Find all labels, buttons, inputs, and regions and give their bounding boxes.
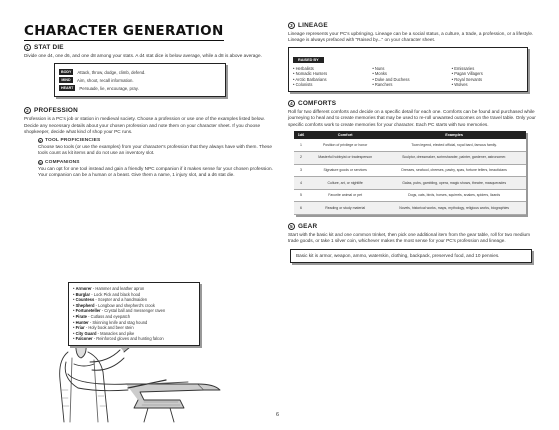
table-row <box>294 189 526 202</box>
table-cell: Signature goods or services <box>308 164 382 177</box>
section-title: PROFESSION <box>34 107 78 115</box>
section-number: 4 <box>288 100 295 107</box>
section-title: COMFORTS <box>298 99 337 107</box>
stat-tag: HEART <box>61 86 74 91</box>
right-column <box>288 22 536 263</box>
table-header-row <box>294 131 526 139</box>
raised-by-column <box>372 66 443 88</box>
table-cell: Position of privilege or honor <box>308 139 382 152</box>
section-heading-stat-die <box>24 44 276 51</box>
list-item: • Pagan Villagers <box>451 71 483 77</box>
raised-by-column <box>293 66 364 88</box>
section-heading-gear <box>288 223 536 230</box>
list-item: • Nuns <box>372 65 385 71</box>
table-cell: 3 <box>294 164 308 177</box>
list-item: • Nomadic Hunters <box>293 71 328 77</box>
stat-tag: BODY <box>61 70 72 75</box>
stat-box <box>54 63 226 97</box>
basic-kit-box: Basic kit is armor, weapon, ammo, waterskin, clothing, backpack, preserved food, and 10 pennies. <box>290 249 532 263</box>
tool-proficiencies-text: Choose two tools (or use the examples) from your character's profession that they always have with them. These tools count as kit items and do not use an inventory slot. <box>38 144 272 156</box>
section-heading-comforts <box>288 100 536 107</box>
section-title: STAT DIE <box>34 44 64 51</box>
list-item: • Wolves <box>451 82 468 88</box>
list-item: • Colonists <box>293 82 313 88</box>
table-row <box>294 151 526 164</box>
list-item: • Duke and Duchess <box>372 76 410 82</box>
stat-description: Aim, shoot, recall information. <box>77 77 134 83</box>
list-item: • Armorer - Hammer and leather apron <box>73 286 145 291</box>
stat-tag: MIND <box>59 77 73 83</box>
stat-die-text: Divide one d4, one d6, and one d8 among your stats. A d4 stat dice is below average, while a d8 is above average. <box>24 53 262 58</box>
list-item: • Monks <box>372 71 387 77</box>
list-item: • Hunter - Skinning knife and stag hound <box>73 319 148 325</box>
subheading-tool-proficiencies <box>38 138 276 143</box>
table-cell: 5 <box>294 189 308 202</box>
table-cell: Novels, historical works, maps, mythology, religious works, biographies <box>382 202 526 215</box>
section-number: 3 <box>288 22 295 29</box>
list-item: • Burglar - Lock Pick and black hood <box>73 291 141 297</box>
table-row <box>294 177 526 190</box>
left-column <box>24 22 276 180</box>
table-cell: Favorite animal or pet <box>308 189 382 202</box>
raised-by-column <box>452 66 523 88</box>
table-cell: 6 <box>294 202 308 215</box>
section-title: GEAR <box>298 222 318 230</box>
list-item: • Countess - Scepter and a handmaiden <box>73 297 148 303</box>
lineage-text: Lineage represents your PC's upbringing. Lineage can be a social status, a culture, a trade, a profession, or a lifestyle. Lineage is always prefaced with "Raised by..." on your character sheet. <box>288 31 534 43</box>
column-header: Comfort <box>308 131 382 139</box>
table-cell: 1 <box>294 139 308 152</box>
column-header: Examples <box>382 131 526 139</box>
section-number: 5 <box>288 223 295 230</box>
table-cell: Town legend, elected official, royal bard, famous family. <box>382 139 526 152</box>
table-cell: Dogs, cats, birds, horses, squirrels, snakes, spiders, lizards <box>382 189 526 202</box>
table-row <box>294 164 526 177</box>
list-item: • Shepherd - Longbow and shepherd's crook <box>73 302 155 308</box>
table-row <box>294 202 526 215</box>
stat-row-body <box>59 69 221 75</box>
companions-text: You can opt for one tool instead and gain a friendly NPC companion if it makes sense for your chosen profession. Your companion can be a human or a beast. Give them a name, 1 injury slot, and a d6 stat die. <box>38 165 273 178</box>
stat-row-heart <box>59 85 221 91</box>
page-number: 6 <box>276 412 280 418</box>
subsection-title: TOOL PROFICIENCIES <box>45 138 101 144</box>
table-cell: Dresses, seafood, cheeses, pastry, spas, fortune tellers, beauticians <box>382 164 526 177</box>
raised-by-box <box>288 47 528 92</box>
table-cell: Masterful hobbyist or tradesperson <box>308 151 382 164</box>
gear-text: Start with the basic kit and one common trinket, then pick one additional item from the gear table, roll for two medium trade goods, or take 1 silver coin, whichever makes the most sense for your PC's profession and lineage. <box>288 231 531 244</box>
section-heading-lineage <box>288 22 536 29</box>
list-item: • Arctic Barbarians <box>293 76 327 82</box>
subheading-companions <box>38 160 276 165</box>
section-number: 2 <box>24 107 31 114</box>
list-item: • City Guard - Manacles and pike <box>73 330 135 336</box>
subsection-letter: b <box>39 160 42 165</box>
table-row <box>294 139 526 152</box>
stat-description: Persuade, lie, encourage, pray. <box>79 85 139 91</box>
stat-description: Attack, throw, dodge, climb, defend. <box>77 69 146 75</box>
table-cell: 2 <box>294 151 308 164</box>
table-cell: Reading or study material <box>308 202 382 215</box>
raised-by-tag: RAISED BY <box>293 57 324 63</box>
list-item: • Emissaries <box>451 65 475 71</box>
section-number: 1 <box>24 44 31 51</box>
profession-examples-box <box>68 282 200 346</box>
list-item: • Royal Servants <box>451 76 482 82</box>
comforts-text: Roll for two different comforts and decide on a specific detail for each one. Comforts can be found and purchased while journeying to heal and to create memories that may be used to re-roll unwanted outcomes on the travel table. Only your specific comforts work to create memories for your character. Each PC starts with two memories. <box>288 108 536 127</box>
subsection-title: COMPANIONS <box>45 159 80 165</box>
list-item: • Ranchers <box>372 82 393 88</box>
column-header: 1d6 <box>294 131 308 139</box>
list-item: • Fortuneteller - Crystal ball and messenger raven <box>73 308 166 314</box>
subsection-letter: a <box>39 139 42 144</box>
section-title: LINEAGE <box>298 22 328 29</box>
table-cell: Culture, art, or nightlife <box>308 177 382 190</box>
table-cell: Galas, pubs, gambling, opera, magic shows, theatre, masquerades <box>382 177 526 190</box>
list-item: • Friar - Holy book and beer stein <box>73 325 134 331</box>
table-cell: 4 <box>294 177 308 190</box>
page-title: CHARACTER GENERATION <box>24 23 224 39</box>
raised-by-columns <box>293 66 523 88</box>
stat-row-mind <box>59 77 221 83</box>
list-item: • Falconer - Reinforced gloves and hunting falcon <box>73 336 164 342</box>
table-cell: Sculptor, dressmaker, scrimshander, painter, gardener, astronomer. <box>382 151 526 164</box>
section-heading-profession <box>24 107 276 114</box>
comforts-table <box>294 131 526 215</box>
profession-text: Profession is a PC's job or station in medieval society. Choose a profession or use one of the examples listed below. Decide any necessary details about your chosen profession and note them on your character sheet. If you choose shopkeeper, decide what kind of shop your PC runs. <box>24 116 265 134</box>
list-item: • Pirate - Cutlass and eyepatch <box>73 313 130 319</box>
list-item: • Herbalists <box>293 65 314 71</box>
